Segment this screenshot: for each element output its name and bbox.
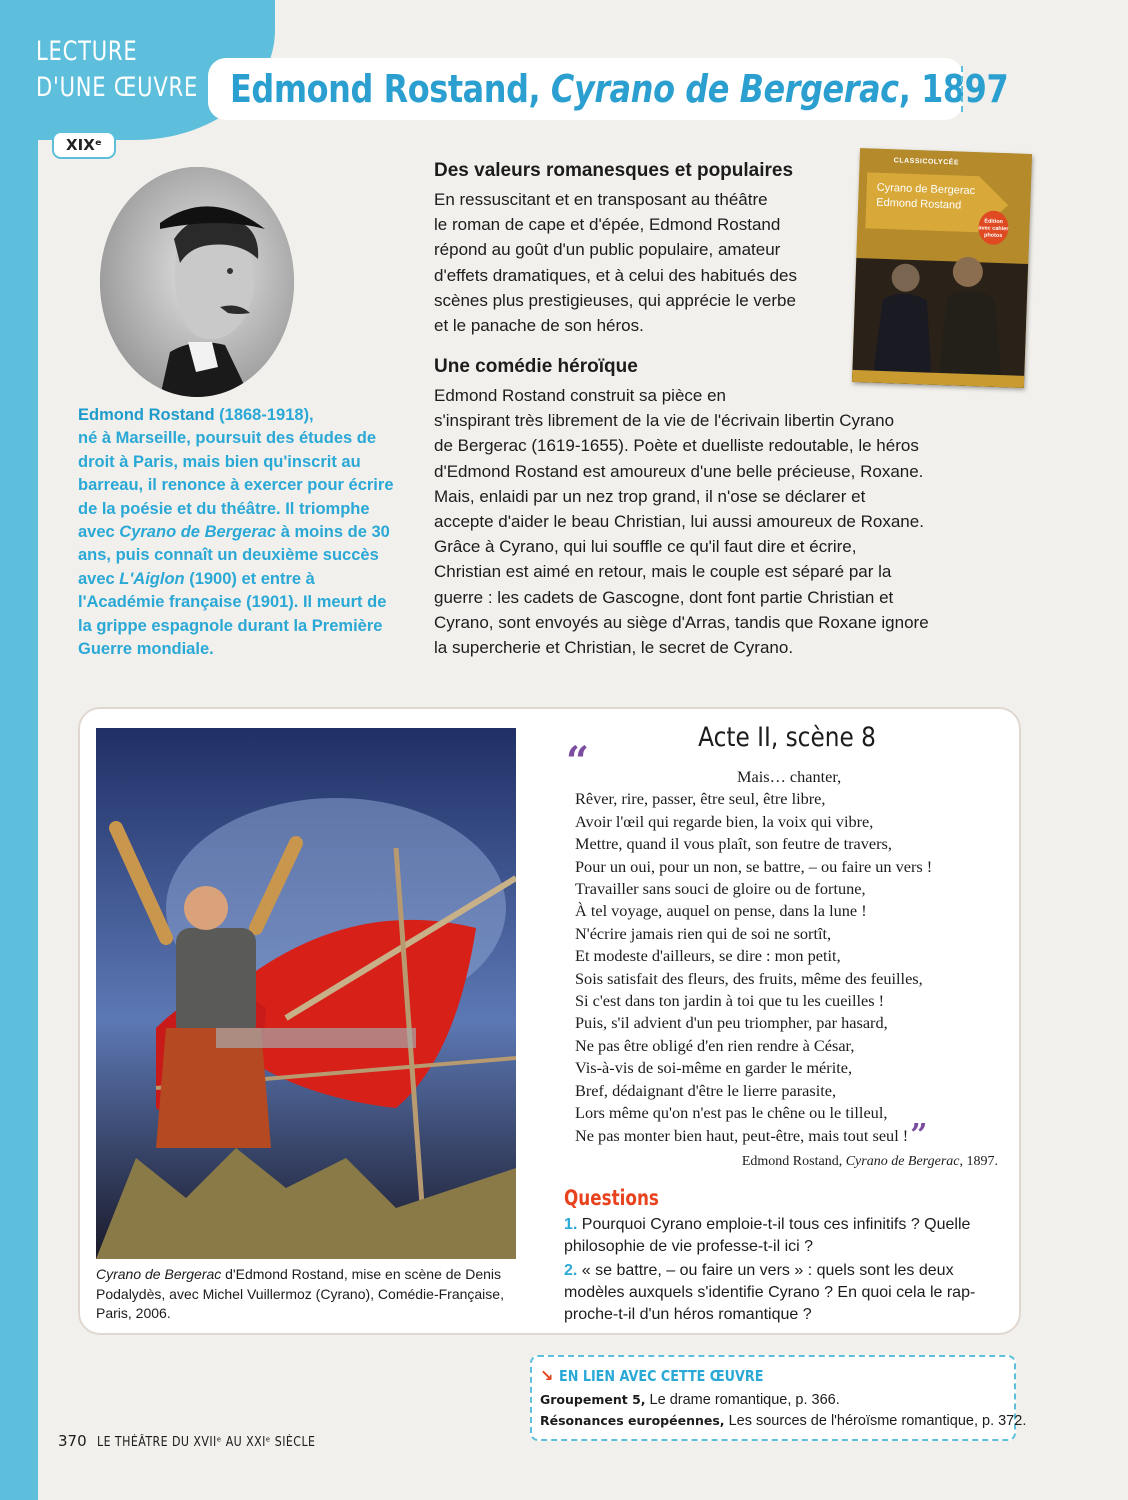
poem-last-line xyxy=(575,1117,932,1153)
questions-heading: Questions xyxy=(564,1186,659,1210)
link-text: Le drame romantique, p. 366. xyxy=(645,1392,840,1408)
question-number: 1. xyxy=(564,1216,578,1233)
bio-work-1: Cyrano de Bergerac xyxy=(119,523,277,542)
section-body-comedy: Edmond Rostand construit sa pièce en s'inspirant très librement de la vie de l'écrivain libertin Cyrano de Bergerac (1619-1655). Poète et duelliste redoutable, le héros d'Edmond Rostand est amoureux d'une belle précieuse, Roxane. Mais, enlaidi par un nez trop grand, il n'ose se déclarer et accepte d'aider le beau Christian, lui aussi amoureux de Roxane. Grâce à Cyrano, qui lui souffle ce qu'il faut dire et écrire, Christian est aimé en retour, mais le couple est séparé par la guerre : les cadets de Gascogne, dont font partie Christian et Cyrano, sont envoyés au siège d'Arras, tandis que Roxane ignore la supercherie et Christian, le secret de Cyrano. xyxy=(434,386,929,658)
page-footer xyxy=(58,1432,354,1450)
poem-line: Et modeste d'ailleurs, se dire : mon petit, xyxy=(575,946,841,966)
question-text: « se battre, – ou faire un vers » : quels sont les deux modèles auxquels s'identifie Cyrano ? En quoi cela le rap-proche-t-il d'un héros romantique ? xyxy=(564,1262,976,1323)
bio-dates: (1868-1918), xyxy=(214,406,314,424)
poem-line: Ne pas monter bien haut, peut-être, mais tout seul ! xyxy=(575,1125,909,1145)
page-title xyxy=(230,67,1008,111)
link-label: Résonances européennes, xyxy=(540,1413,725,1428)
poem-line: N'écrire jamais rien qui de soi ne sortît, xyxy=(575,923,832,943)
section-body-values: En ressuscitant et en transposant au théâtre le roman de cape et d'épée, Edmond Rostand répond au goût d'un public populaire, amateur d'effets dramatiques, et à celui des habitués des scènes plus prestigieuses, qui apprécie le verbe et le panache de son héros. xyxy=(434,190,797,336)
quote-open-mark: “ xyxy=(566,738,590,785)
question-item xyxy=(564,1214,1004,1258)
source-author: Edmond Rostand, xyxy=(741,1154,846,1169)
related-link-resonances[interactable] xyxy=(540,1413,1026,1429)
poem-line: Vis-à-vis de soi-même en garder le mérite, xyxy=(575,1058,853,1078)
cover-badge xyxy=(978,210,1009,245)
poem-line: Travailler sans souci de gloire ou de fortune, xyxy=(575,879,866,899)
title-author: Edmond Rostand, xyxy=(230,67,551,111)
poem-line: Avoir l'œil qui regarde bien, la voix qui vibre, xyxy=(575,811,874,831)
related-links-title: EN LIEN AVEC CETTE ŒUVRE xyxy=(559,1367,764,1385)
quote-close-mark: ” xyxy=(910,1117,928,1153)
poem-line: À tel voyage, auquel on pense, dans la lune ! xyxy=(575,901,867,921)
source-work: Cyrano de Bergerac xyxy=(845,1154,960,1169)
page-number: 370 xyxy=(58,1432,87,1450)
caption-text: d'Edmond Rostand, mise en scène de Denis Podalydès, avec Michel Vuillermoz (Cyrano), Comédie-Française, Paris, 2006. xyxy=(96,1266,504,1322)
running-title: LE THÉÂTRE DU XVIIᵉ AU XXIᵉ SIÈCLE xyxy=(96,1435,316,1450)
cover-badge-line3: photos xyxy=(983,232,1003,240)
author-portrait xyxy=(100,167,294,397)
poem-line: Bref, dédaignant d'être le lierre parasite, xyxy=(575,1080,837,1100)
poem-line: Si c'est dans ton jardin à toi que tu les cueilles ! xyxy=(575,991,885,1011)
poem-line: Pour un oui, pour un non, se battre, – ou faire un vers ! xyxy=(575,856,933,876)
cover-author: Edmond Rostand xyxy=(876,196,962,212)
poem-excerpt xyxy=(575,766,933,1153)
cover-badge-line1: Édition xyxy=(984,218,1004,226)
bio-name: Edmond Rostand xyxy=(78,406,215,424)
bio-work-2: L'Aiglon xyxy=(119,569,185,588)
stage-photo xyxy=(96,728,516,1259)
caption-work: Cyrano de Bergerac xyxy=(96,1266,222,1282)
section-heading-values: Des valeurs romanesques et populaires xyxy=(434,160,794,181)
stage-photo-illustration xyxy=(96,728,516,1259)
poem-line: Rêver, rire, passer, être seul, être libre, xyxy=(575,789,826,809)
link-label: Groupement 5, xyxy=(540,1392,646,1407)
poem-line: Mais… chanter, xyxy=(737,767,842,786)
section-label-line1: LECTURE xyxy=(36,36,138,67)
section-label-line2: D'UNE ŒUVRE xyxy=(36,72,199,103)
author-portrait-illustration xyxy=(100,167,294,397)
book-cover xyxy=(852,148,1032,388)
title-box xyxy=(208,58,1009,120)
cover-collection: CLASSICOLYCÉE xyxy=(893,157,960,167)
link-text: Les sources de l'héroïsme romantique, p. 372. xyxy=(724,1413,1027,1429)
arrow-down-right-icon: ↘ xyxy=(540,1368,554,1385)
century-badge: XIXᵉ xyxy=(52,131,116,159)
question-number: 2. xyxy=(564,1262,578,1279)
photo-caption xyxy=(96,1265,526,1324)
excerpt-source xyxy=(600,1154,998,1170)
title-year: , 1897 xyxy=(898,67,1009,111)
side-bar xyxy=(0,0,38,1500)
title-work: Cyrano de Bergerac xyxy=(550,67,899,111)
section-label xyxy=(36,34,198,106)
related-links-header xyxy=(540,1366,800,1386)
author-bio xyxy=(78,404,398,661)
scene-title: Acte II, scène 8 xyxy=(698,722,876,753)
poem-line: Sois satisfait des fleurs, des fruits, même des feuilles, xyxy=(575,968,923,988)
question-item xyxy=(564,1260,1004,1325)
bio-text-2: à moins de 30 ans, puis connaît un deuxième succès avec xyxy=(78,523,390,588)
question-text: Pourquoi Cyrano emploie-t-il tous ces infinitifs ? Quelle philosophie de vie professe-t-il ici ? xyxy=(564,1216,971,1255)
section-heading-comedy: Une comédie héroïque xyxy=(434,356,638,377)
poem-line: Lors même qu'on n'est pas le chêne ou le tilleul, xyxy=(575,1103,888,1123)
related-link-groupement[interactable] xyxy=(540,1392,840,1408)
poem-line: Puis, s'il advient d'un peu triompher, par hasard, xyxy=(575,1013,888,1033)
source-year: , 1897. xyxy=(959,1154,998,1169)
cover-title: Cyrano de Bergerac xyxy=(876,181,976,198)
poem-line: Ne pas être obligé d'en rien rendre à César, xyxy=(575,1035,855,1055)
cover-badge-line2: avec cahier xyxy=(978,225,1009,233)
bio-text-3: (1900) et entre à l'Académie française (1901). Il meurt de la grippe espagnole durant la Première Guerre mondiale. xyxy=(78,569,387,659)
poem-line: Mettre, quand il vous plaît, son feutre de travers, xyxy=(575,834,892,854)
bio-text-1: né à Marseille, poursuit des études de droit à Paris, mais bien qu'inscrit au barreau, il renonce à exercer pour écrire de la poésie et du théâtre. Il triomphe avec xyxy=(78,429,394,542)
